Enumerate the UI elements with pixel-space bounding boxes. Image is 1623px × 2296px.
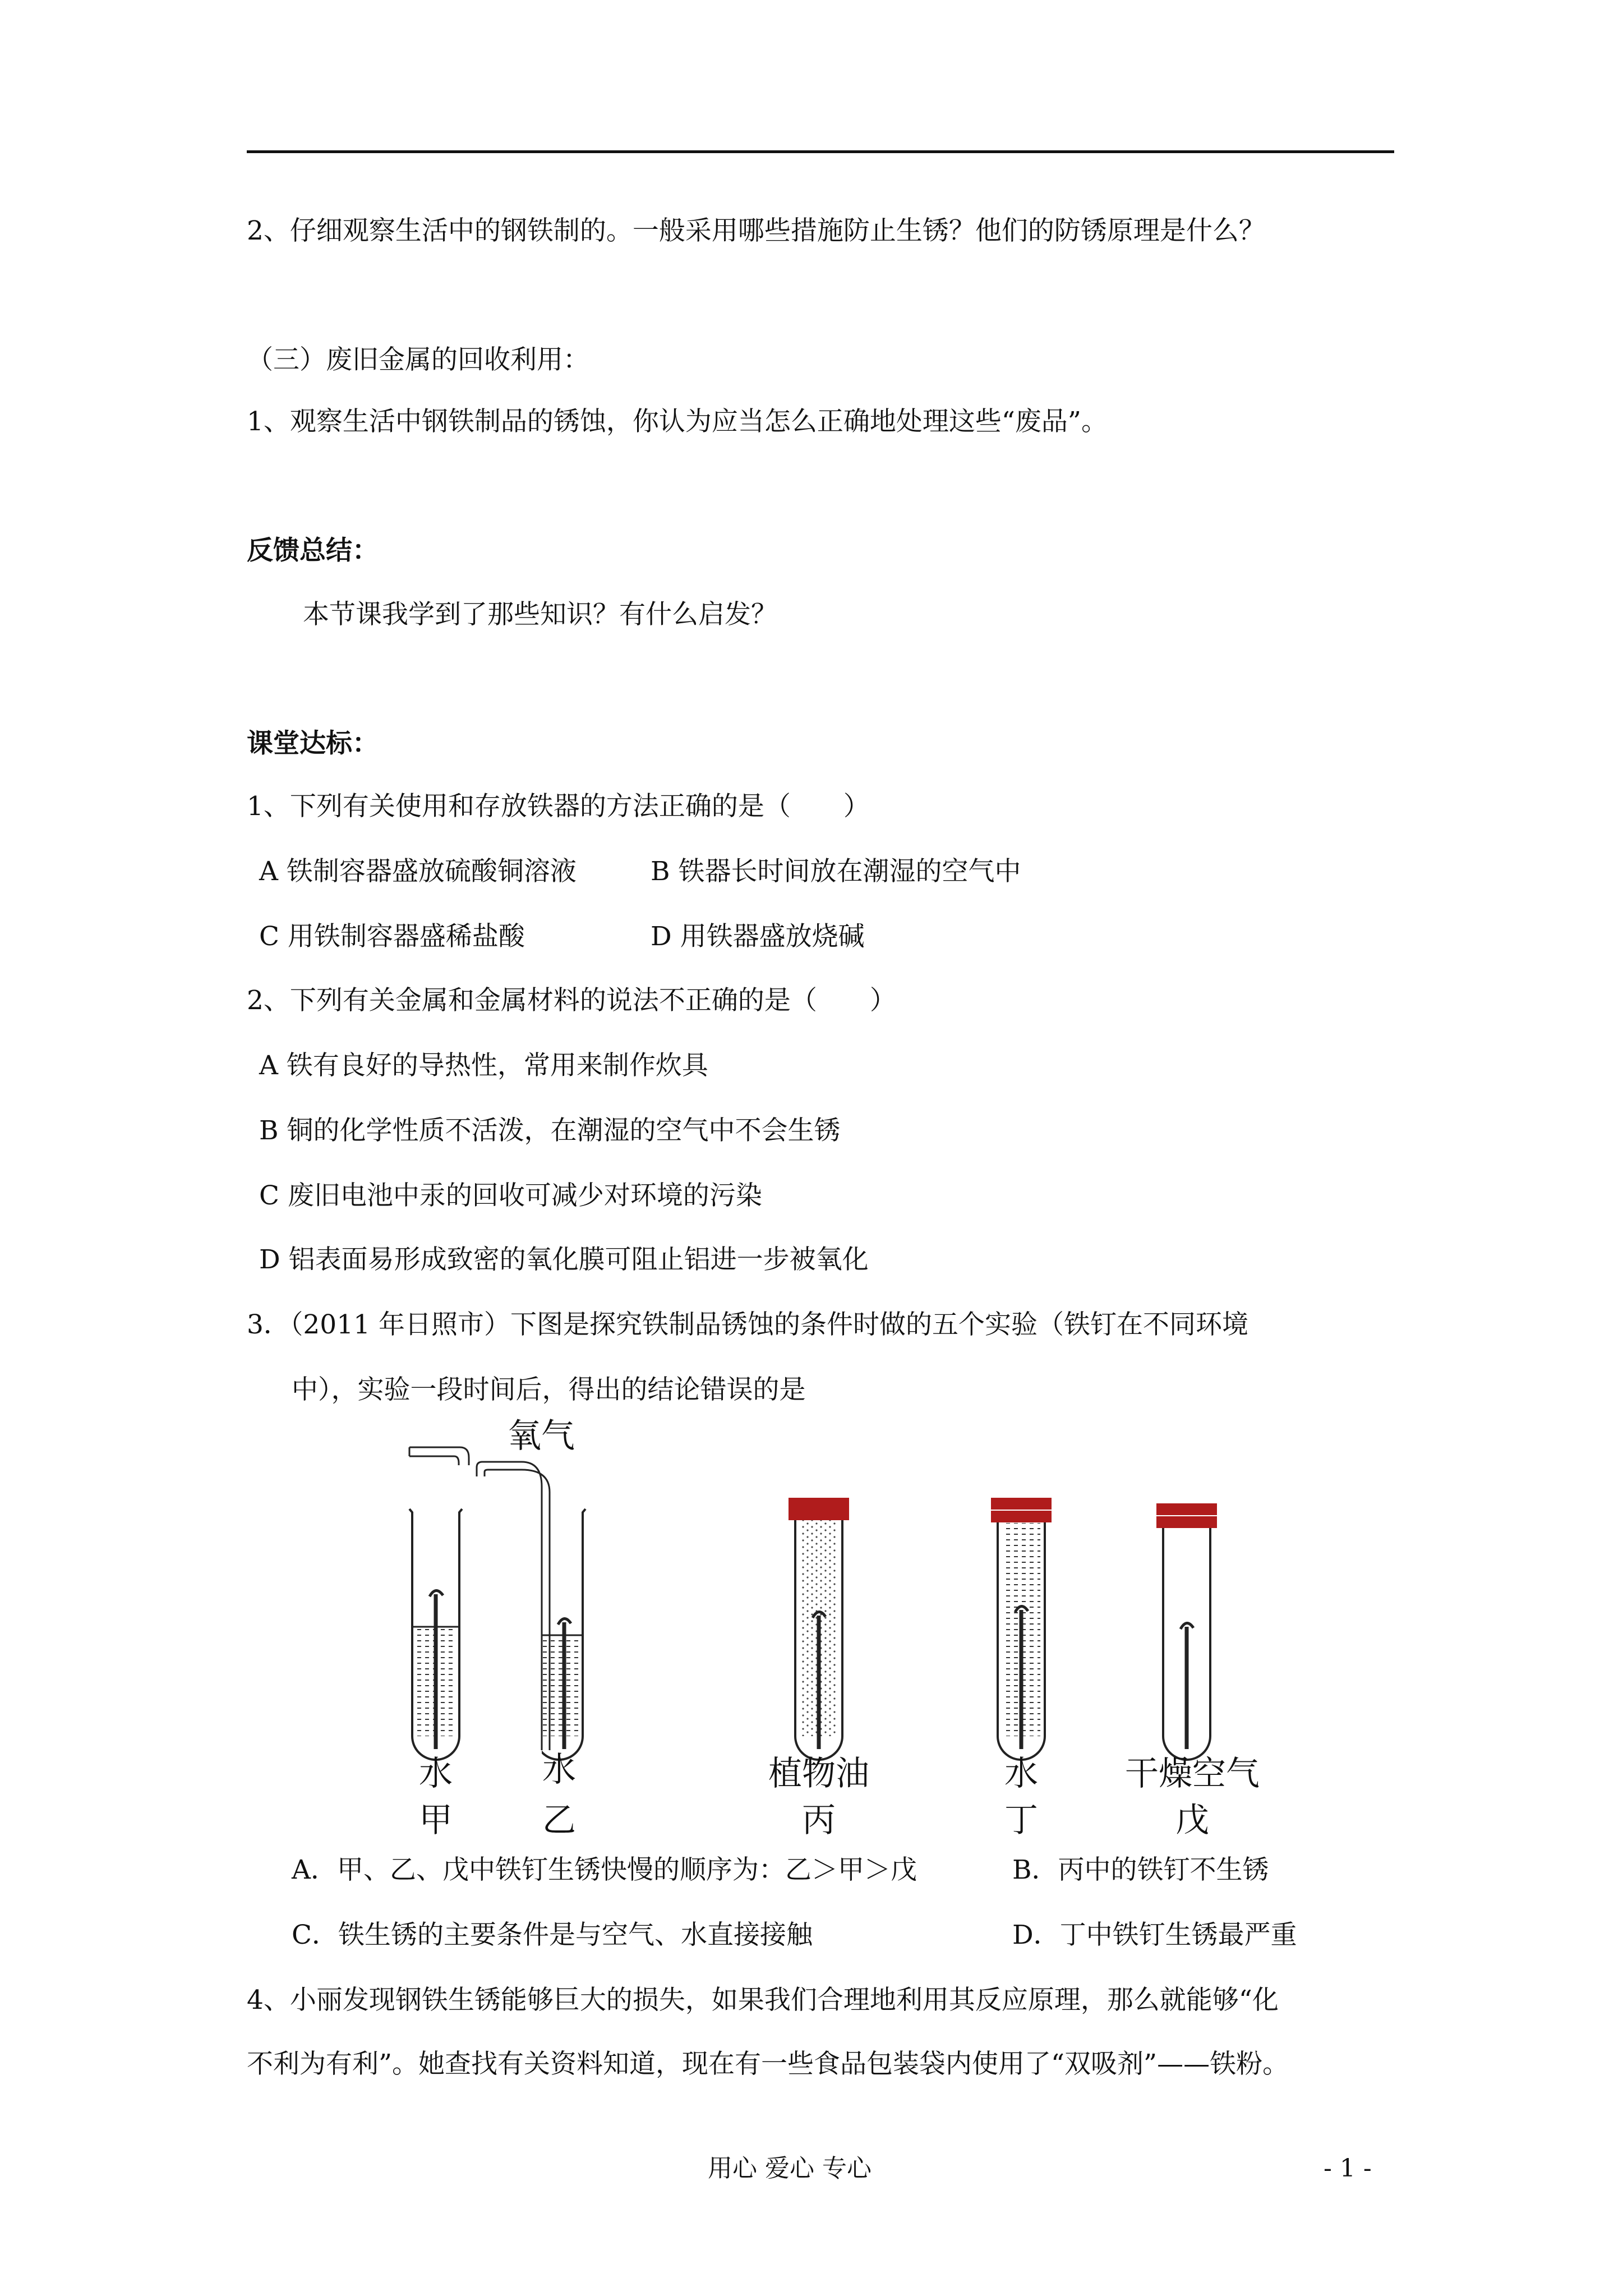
practice-question-4-line2: 不利为有利”。她查找有关资料知道，现在有一些食品包装袋内使用了“双吸剂”——铁粉。: [247, 2049, 1289, 2079]
q3-option-c: C．铁生锈的主要条件是与空气、水直接接触: [292, 1920, 813, 1950]
question-2-prevention: 2、仔细观察生活中的钢铁制的。一般采用哪些措施防止生锈？他们的防锈原理是什么？: [247, 215, 1265, 246]
header-rule: [247, 150, 1394, 153]
feedback-prompt: 本节课我学到了那些知识？有什么启发？: [303, 599, 777, 630]
heading-class-practice: 课堂达标：: [247, 728, 379, 759]
page-number: - 1 -: [1324, 2154, 1372, 2183]
practice-question-3-line1: 3．（2011 年日照市）下图是探究铁制品锈蚀的条件时做的五个实验（铁钉在不同环境: [247, 1309, 1248, 1340]
tube-name-ding: 丁: [1004, 1801, 1038, 1840]
tube-name-bing: 丙: [802, 1801, 836, 1840]
medium-label-yi: 水: [542, 1750, 576, 1789]
q3-option-d: D．丁中铁钉生锈最严重: [1012, 1920, 1297, 1950]
footer-motto: 用心 爱心 专心: [708, 2154, 872, 2183]
q3-option-b: B．丙中的铁钉不生锈: [1012, 1855, 1269, 1885]
q1-option-a: A 铁制容器盛放硫酸铜溶液: [259, 856, 577, 887]
stopper-bing: [789, 1498, 849, 1520]
tube-jia: [409, 1509, 462, 1840]
medium-label-wu: 干燥空气: [1125, 1754, 1260, 1793]
question-1-recycling: 1、观察生活中钢铁制品的锈蚀，你认为应当怎么正确地处理这些“废品”。: [247, 406, 1108, 437]
medium-label-jia: 水: [419, 1754, 453, 1793]
tube-ding: [991, 1498, 1052, 1840]
q2-option-b: B 铜的化学性质不活泼，在潮湿的空气中不会生锈: [259, 1115, 841, 1146]
practice-question-1: 1、下列有关使用和存放铁器的方法正确的是（ ）: [247, 791, 870, 822]
tube-wu: [1125, 1503, 1260, 1840]
q1-option-c: C 用铁制容器盛稀盐酸: [259, 921, 525, 952]
q3-option-a: A．甲、乙、戊中铁钉生锈快慢的顺序为：乙＞甲＞戊: [292, 1855, 917, 1885]
practice-question-4-line1: 4、小丽发现钢铁生锈能够巨大的损失，如果我们合理地利用其反应原理，那么就能够“化: [247, 1985, 1279, 2016]
tube-name-jia: 甲: [419, 1801, 453, 1840]
tube-bing: [768, 1498, 869, 1840]
q1-option-b: B 铁器长时间放在潮湿的空气中: [651, 856, 1021, 887]
q2-option-c: C 废旧电池中汞的回收可减少对环境的污染: [259, 1180, 762, 1211]
heading-feedback-summary: 反馈总结：: [247, 535, 379, 566]
tube-name-yi: 乙: [542, 1801, 576, 1840]
rust-experiment-figure: [393, 1414, 1301, 1840]
q2-option-a: A 铁有良好的导热性，常用来制作炊具: [259, 1050, 708, 1081]
practice-question-2: 2、下列有关金属和金属材料的说法不正确的是（ ）: [247, 985, 896, 1016]
q2-option-d: D 铝表面易形成致密的氧化膜可阻止铝进一步被氧化: [259, 1244, 869, 1275]
medium-label-bing: 植物油: [768, 1754, 869, 1793]
nail-wu: [1181, 1623, 1193, 1749]
medium-label-ding: 水: [1004, 1754, 1038, 1793]
section-heading-recycling: （三）废旧金属的回收利用：: [247, 344, 589, 375]
tube-name-wu: 戊: [1175, 1801, 1209, 1840]
q1-option-d: D 用铁器盛放烧碱: [651, 921, 865, 952]
gas-label-oxygen: 氧气: [508, 1416, 575, 1456]
practice-question-3-line2: 中），实验一段时间后，得出的结论错误的是: [292, 1374, 806, 1405]
